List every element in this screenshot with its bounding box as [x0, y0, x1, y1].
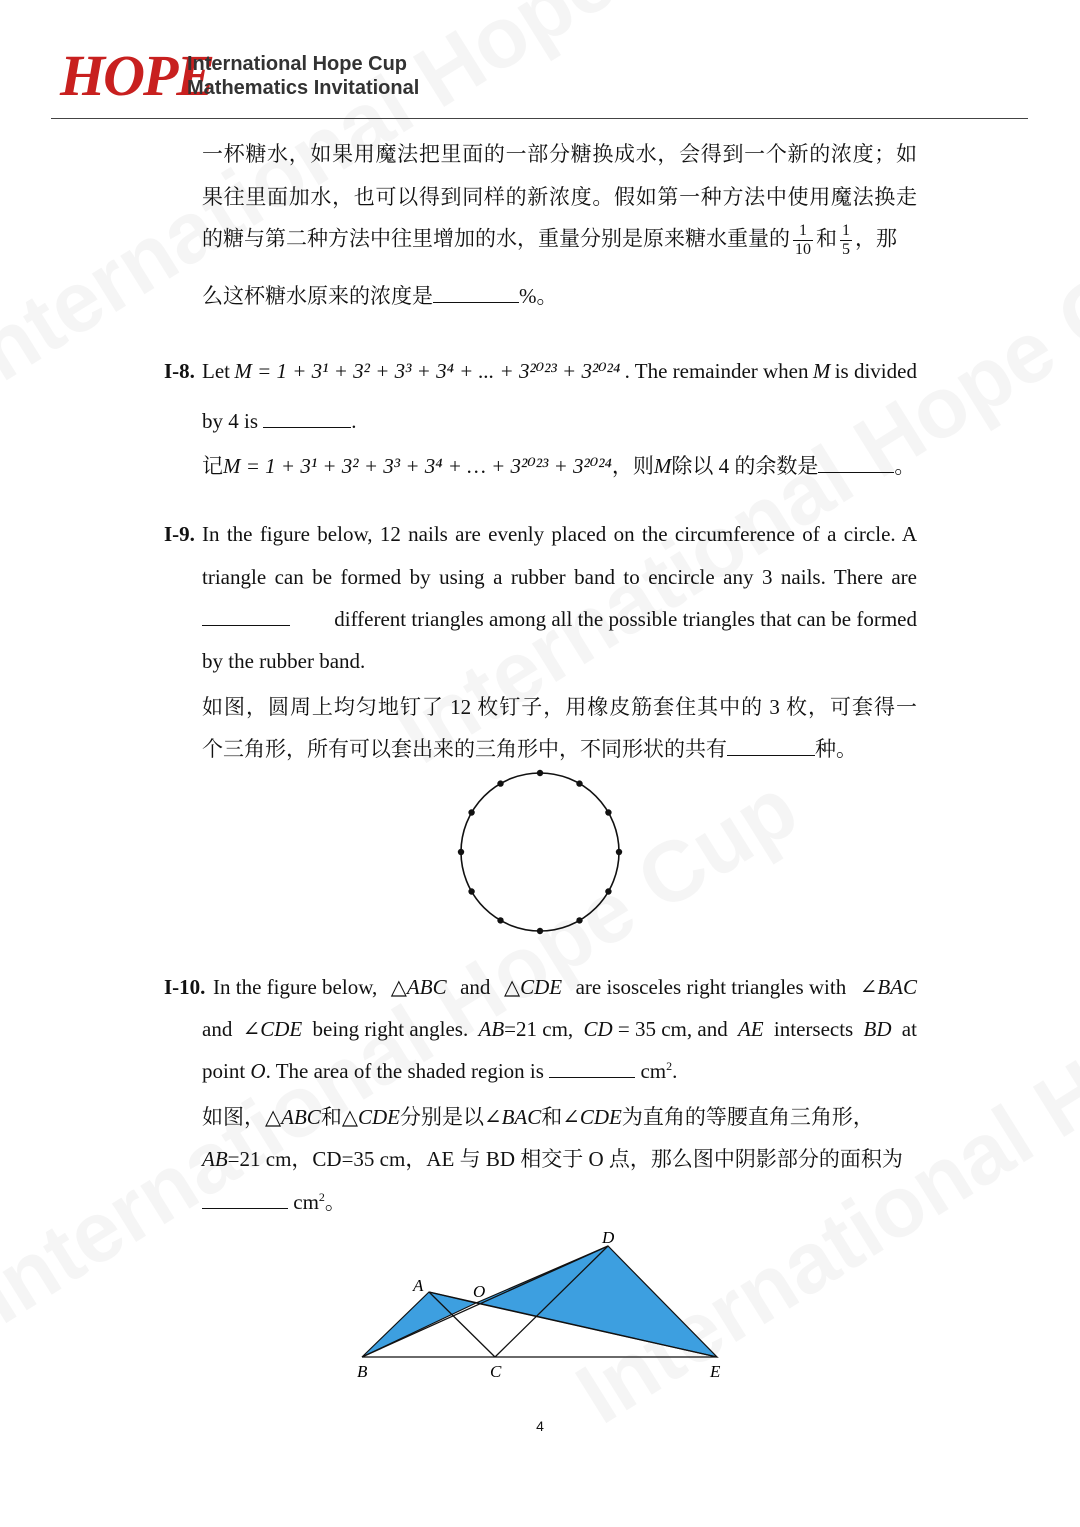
q10-triangle-cde: △CDE: [341, 1105, 400, 1129]
q8-zh-line: [202, 450, 917, 480]
answer-blank[interactable]: [263, 409, 351, 428]
nail-dot: [576, 780, 582, 786]
q9-text: different triangles among all the possible triangles that can be formed: [334, 607, 917, 631]
q10-cd: CD = 35 cm, and: [583, 1017, 728, 1041]
q10-text: =21 cm，CD=35 cm，AE 与 BD 相交于 O 点，那么图中阴影部分的面积为: [227, 1147, 903, 1171]
q8-text: 除以 4 的余数是: [671, 454, 819, 478]
cont-text: 的糖与第二种方法中往里增加的水，重量分别是原来糖水重量的: [202, 226, 790, 251]
cont-line-1: 一杯糖水，如果用魔法把里面的一部分糖换成水，会得到一个新的浓度；如: [202, 142, 917, 166]
answer-blank[interactable]: [818, 454, 894, 473]
q10-unit: cm: [293, 1190, 319, 1214]
q10-point-o: O: [250, 1059, 266, 1083]
nail-dot: [468, 888, 474, 894]
q10-zh-line-1: [202, 1101, 917, 1131]
q8-text: ，则: [611, 454, 654, 478]
nail-dot: [458, 849, 464, 855]
cont-text: 和: [816, 226, 837, 251]
q10-text: 为直角的等腰直角三角形，: [621, 1105, 874, 1129]
q10-unit-exp: 2: [666, 1059, 673, 1073]
q8-formula: M = 1 + 3¹ + 3² + 3³ + 3⁴ + … + 3²⁰²³ + 3²⁰²⁴: [223, 454, 612, 478]
q10-text: 。: [324, 1190, 346, 1214]
q8-var: M: [653, 454, 672, 478]
q8-text: is divided: [834, 359, 917, 383]
q10-ae: AE: [737, 1017, 764, 1041]
q10-text: .: [672, 1059, 678, 1083]
nail-dot: [468, 809, 474, 815]
nail-dot: [497, 917, 503, 923]
question-number: I-10.: [164, 975, 206, 999]
q8-en-line-1: [202, 359, 917, 384]
answer-blank[interactable]: [727, 737, 815, 756]
q10-triangle-cde: △CDE: [503, 975, 563, 999]
q10-unit: cm: [640, 1059, 667, 1083]
q10-angle-cde: ∠CDE: [562, 1105, 622, 1129]
cont-line-4: [202, 280, 917, 310]
q9-text: 种。: [815, 737, 857, 761]
q10-en-line-2: [202, 1017, 917, 1042]
q9-zh-line-1: 如图，圆周上均匀地钉了 12 枚钉子，用橡皮筋套住其中的 3 枚，可套得一: [202, 695, 917, 719]
q10-angle-bac: ∠BAC: [859, 975, 917, 999]
q10-text: 如图，: [202, 1105, 265, 1129]
q10-en-line-3: [202, 1059, 917, 1084]
q10-angle-bac: ∠BAC: [483, 1105, 542, 1129]
fraction-one-fifth: $\frac{1}{5}$: [842, 222, 850, 258]
q10-bd: BD: [863, 1017, 892, 1041]
cont-line-2: 果往里面加水，也可以得到同样的新浓度。假如第一种方法中使用魔法换走: [202, 185, 917, 209]
q10-text: 分别是以: [399, 1105, 484, 1129]
q10-text: 和: [541, 1105, 563, 1129]
q8-formula: M = 1 + 3¹ + 3² + 3³ + 3⁴ + ... + 3²⁰²³ + 3²⁰²⁴: [234, 359, 621, 383]
q8-text: Let: [202, 359, 230, 383]
label-d: D: [602, 1228, 615, 1247]
shaded-region-left: [362, 1292, 476, 1357]
q9-en-line-1: In the figure below, 12 nails are evenly placed on the circumference of a circle. A: [202, 522, 917, 546]
q10-zh-line-3: [202, 1186, 917, 1216]
q8-en-line-2: [202, 409, 917, 434]
q9-en-line-3: [202, 607, 917, 632]
q8-text: by 4 is: [202, 409, 259, 433]
page-number: 4: [536, 1418, 544, 1434]
q10-ab: AB=21 cm,: [478, 1017, 574, 1041]
q10-text: 和: [320, 1105, 342, 1129]
label-o: O: [473, 1282, 486, 1301]
q9-en-line-2: triangle can be formed by using a rubber band to encircle any 3 nails. There are: [202, 565, 917, 589]
q10-zh-line-2: [202, 1143, 917, 1173]
q8-text: . The remainder when: [624, 359, 809, 383]
label-e: E: [710, 1362, 721, 1381]
q9-en-line-4: by the rubber band.: [202, 649, 366, 673]
org-line-1: International Hope Cup: [187, 53, 407, 75]
q10-angle-cde: ∠CDE: [242, 1017, 303, 1041]
org-line-2: Mathematics Invitational: [187, 77, 420, 99]
q10-text: point: [202, 1059, 246, 1083]
q9-text: 个三角形，所有可以套出来的三角形中，不同形状的共有: [202, 737, 727, 761]
nail-dot: [497, 780, 503, 786]
q10-text: In the figure below,: [213, 975, 378, 999]
question-number: I-9.: [164, 522, 195, 546]
label-a: A: [413, 1276, 424, 1295]
page-header: [56, 40, 1028, 110]
q8-var: M: [812, 359, 831, 383]
nail-circle-figure: [450, 762, 630, 942]
q10-text: and: [460, 975, 491, 999]
answer-blank[interactable]: [433, 284, 519, 303]
circle: [461, 773, 619, 931]
hope-logo: HOPE: [60, 43, 214, 108]
triangle-figure: [340, 1225, 740, 1385]
cont-text: 么这杯糖水原来的浓度是: [202, 284, 433, 308]
cont-line-3: [202, 222, 917, 259]
q10-unit-exp: 2: [318, 1190, 325, 1204]
q10-text: intersects: [773, 1017, 854, 1041]
header-divider: [51, 118, 1028, 119]
nail-dot: [605, 888, 611, 894]
q10-triangle-abc: △ABC: [265, 1105, 321, 1129]
label-c: C: [490, 1362, 502, 1381]
q10-triangle-abc: △ABC: [390, 975, 447, 999]
q8-text: .: [351, 409, 357, 433]
q10-text: at: [901, 1017, 917, 1041]
question-number: I-8.: [164, 359, 195, 383]
q10-text: being right angles.: [312, 1017, 469, 1041]
q10-en-line-1: [213, 975, 917, 1000]
nail-dot: [605, 809, 611, 815]
nail-dot: [576, 917, 582, 923]
label-b: B: [357, 1362, 368, 1381]
org-name: [187, 52, 419, 100]
q10-text: and: [202, 1017, 233, 1041]
nail-dot: [537, 770, 543, 776]
cont-text: %。: [519, 284, 558, 308]
q8-text: 记: [202, 454, 223, 478]
q8-text: 。: [894, 454, 916, 478]
cont-text: ，那: [855, 226, 897, 251]
answer-blank[interactable]: [202, 1190, 288, 1209]
answer-blank[interactable]: [202, 607, 290, 626]
q9-zh-line-2: [202, 733, 917, 763]
q10-ab: AB: [202, 1147, 228, 1171]
nail-dot: [616, 849, 622, 855]
answer-blank[interactable]: [549, 1059, 635, 1078]
fraction-one-tenth: $\frac{1}{10}$: [795, 222, 811, 258]
q10-text: . The area of the shaded region is: [265, 1059, 544, 1083]
nail-dot: [537, 928, 543, 934]
q10-text: are isosceles right triangles with: [575, 975, 847, 999]
